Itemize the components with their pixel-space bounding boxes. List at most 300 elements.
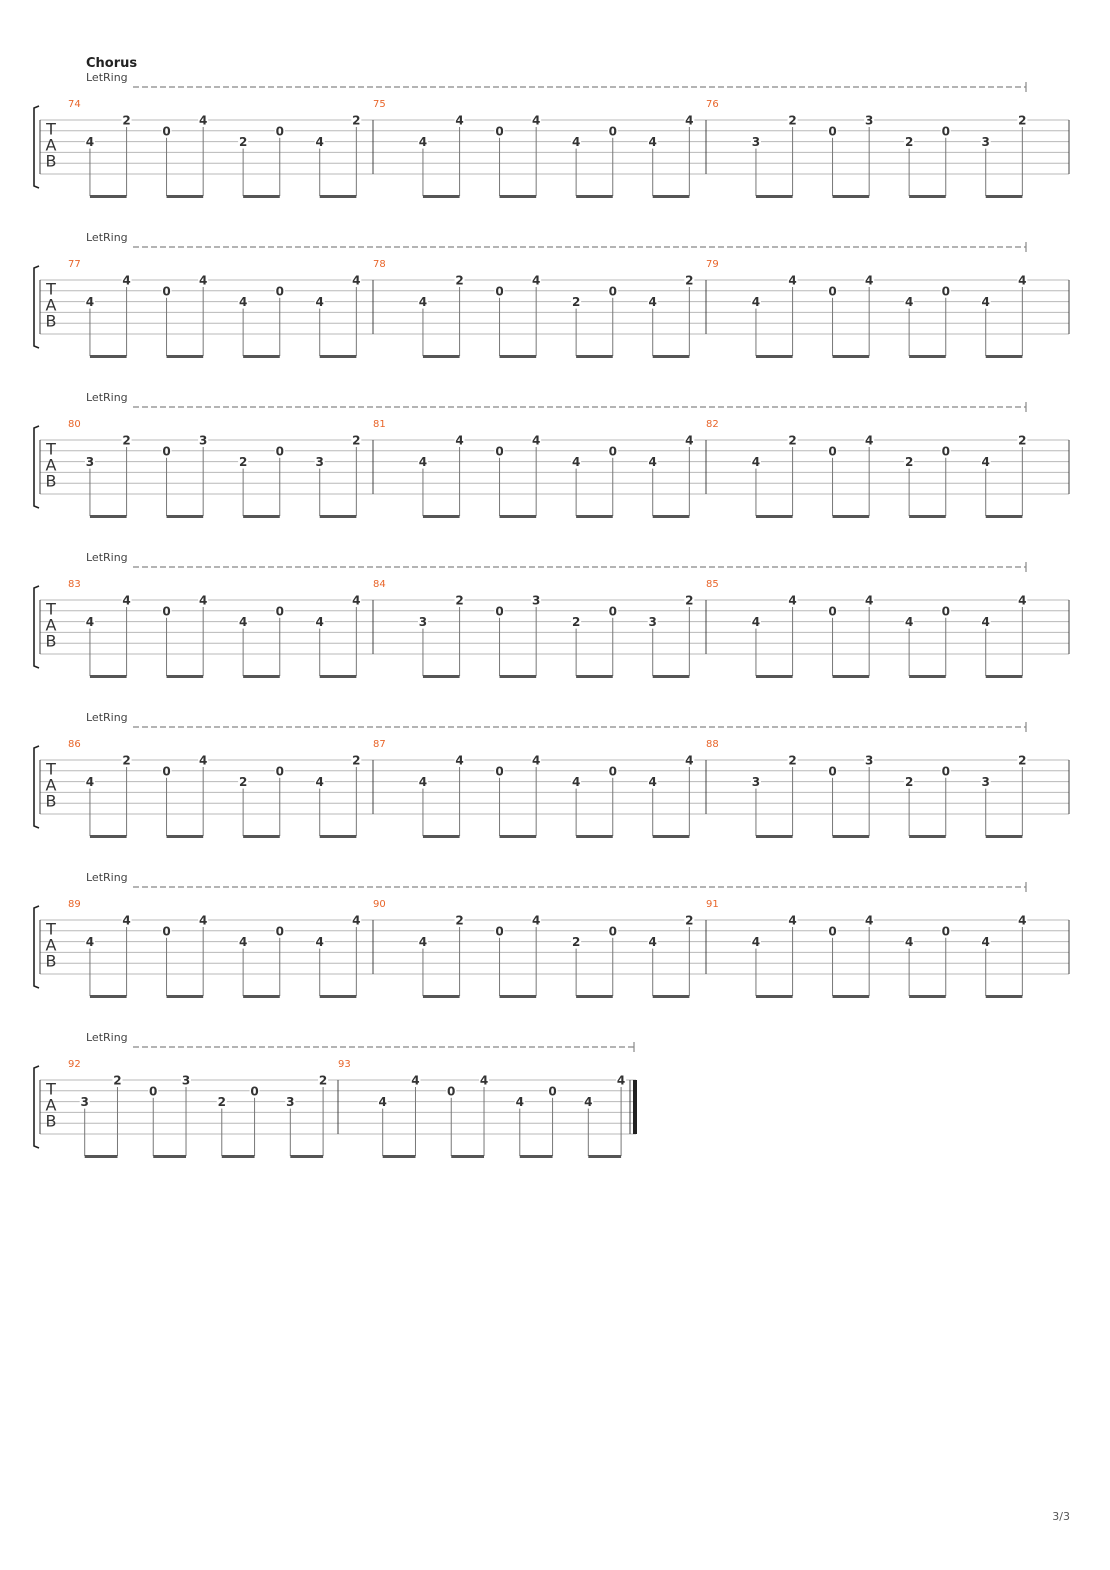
fret-number: 2 — [685, 913, 694, 928]
fret-number: 3 — [531, 593, 541, 608]
beam — [243, 675, 280, 678]
beam — [153, 1155, 186, 1158]
fret-number: 2 — [904, 775, 914, 790]
fret-number: 4 — [85, 615, 95, 630]
fret-number: 0 — [162, 604, 171, 619]
tab-system — [34, 1031, 637, 1158]
beam — [909, 675, 946, 678]
fret-number: 0 — [608, 124, 617, 139]
fret-number: 4 — [418, 135, 428, 150]
fret-number: 3 — [286, 1095, 295, 1110]
beam — [243, 835, 280, 838]
bar-number: 91 — [706, 899, 719, 910]
fret-number: 2 — [571, 295, 581, 310]
let-ring-label: LetRing — [86, 71, 128, 84]
fret-number: 2 — [904, 135, 914, 150]
fret-number: 3 — [85, 455, 95, 470]
beam — [756, 675, 793, 678]
fret-number: 4 — [411, 1073, 420, 1088]
tab-system — [34, 56, 1069, 198]
fret-number: 4 — [85, 935, 95, 950]
beam — [320, 515, 357, 518]
fret-number: 0 — [495, 604, 504, 619]
beam — [243, 195, 280, 198]
fret-number: 0 — [275, 764, 284, 779]
beam — [909, 835, 946, 838]
fret-number: 3 — [80, 1095, 89, 1110]
beam — [500, 195, 537, 198]
system-bracket — [34, 746, 39, 828]
fret-number: 4 — [315, 775, 324, 790]
beam — [909, 355, 946, 358]
beam — [500, 355, 537, 358]
tab-clef-letter: A — [45, 935, 57, 955]
fret-number: 4 — [584, 1095, 593, 1110]
bar-number: 77 — [68, 259, 81, 270]
fret-number: 0 — [548, 1084, 557, 1099]
fret-number: 4 — [238, 935, 248, 950]
beam — [576, 195, 613, 198]
bar-number: 81 — [373, 419, 386, 430]
system-bracket — [34, 1066, 39, 1148]
fret-number: 2 — [1018, 113, 1027, 128]
fret-number: 0 — [495, 124, 504, 139]
fret-number: 4 — [352, 593, 361, 608]
beam — [500, 675, 537, 678]
fret-number: 2 — [455, 913, 464, 928]
beam — [500, 515, 537, 518]
fret-number: 0 — [941, 284, 950, 299]
fret-number: 4 — [648, 455, 657, 470]
fret-number: 4 — [904, 935, 914, 950]
fret-number: 2 — [352, 113, 361, 128]
fret-number: 4 — [418, 295, 428, 310]
bar-number: 84 — [373, 579, 386, 590]
fret-number: 2 — [788, 753, 797, 768]
tab-clef-letter: B — [45, 311, 57, 331]
fret-number: 3 — [751, 135, 761, 150]
fret-number: 4 — [1018, 593, 1027, 608]
fret-number: 0 — [495, 924, 504, 939]
fret-number: 2 — [238, 135, 248, 150]
fret-number: 4 — [455, 113, 464, 128]
fret-number: 0 — [149, 1084, 158, 1099]
fret-number: 4 — [648, 935, 657, 950]
final-barline — [633, 1080, 637, 1134]
tab-clef-letter: T — [46, 599, 56, 619]
fret-number: 3 — [751, 775, 761, 790]
fret-number: 2 — [217, 1095, 226, 1110]
fret-number: 0 — [495, 444, 504, 459]
beam — [85, 1155, 118, 1158]
fret-number: 4 — [122, 273, 131, 288]
tab-clef-letter: B — [45, 471, 57, 491]
fret-number: 4 — [788, 913, 797, 928]
bar-number: 88 — [706, 739, 719, 750]
fret-number: 0 — [828, 444, 837, 459]
fret-number: 0 — [275, 444, 284, 459]
beam — [222, 1155, 255, 1158]
system-bracket — [34, 266, 39, 348]
beam — [653, 995, 690, 998]
fret-number: 3 — [181, 1073, 191, 1088]
fret-number: 4 — [788, 593, 797, 608]
bar-number: 79 — [706, 259, 719, 270]
tab-clef-letter: B — [45, 791, 57, 811]
fret-number: 3 — [418, 615, 428, 630]
fret-number: 4 — [315, 615, 324, 630]
tab-clef-letter: A — [45, 615, 57, 635]
beam — [423, 355, 460, 358]
fret-number: 0 — [941, 444, 950, 459]
beam — [167, 995, 204, 998]
fret-number: 4 — [378, 1095, 387, 1110]
fret-number: 3 — [981, 775, 990, 790]
fret-number: 4 — [198, 113, 208, 128]
bar-number: 74 — [68, 99, 81, 110]
let-ring-label: LetRing — [86, 1031, 128, 1044]
fret-number: 3 — [315, 455, 324, 470]
beam — [167, 195, 204, 198]
beam — [500, 995, 537, 998]
beam — [756, 355, 793, 358]
tab-clef-letter: A — [45, 775, 57, 795]
beam — [520, 1155, 553, 1158]
fret-number: 4 — [981, 455, 990, 470]
tab-system — [34, 231, 1069, 358]
fret-number: 4 — [1018, 273, 1027, 288]
beam — [909, 995, 946, 998]
beam — [833, 515, 870, 518]
fret-number: 2 — [113, 1073, 122, 1088]
fret-number: 4 — [122, 593, 131, 608]
fret-number: 4 — [418, 775, 428, 790]
fret-number: 4 — [531, 433, 541, 448]
fret-number: 3 — [198, 433, 208, 448]
beam — [90, 355, 127, 358]
fret-number: 4 — [315, 935, 324, 950]
fret-number: 0 — [162, 764, 171, 779]
fret-number: 3 — [981, 135, 990, 150]
fret-number: 4 — [685, 753, 694, 768]
fret-number: 2 — [788, 433, 797, 448]
tab-clef-letter: B — [45, 951, 57, 971]
fret-number: 4 — [515, 1095, 524, 1110]
tab-clef-letter: T — [46, 919, 56, 939]
beam — [833, 675, 870, 678]
fret-number: 0 — [941, 764, 950, 779]
bar-number: 80 — [68, 419, 81, 430]
section-label: Chorus — [86, 56, 138, 71]
fret-number: 0 — [608, 604, 617, 619]
fret-number: 2 — [455, 593, 464, 608]
beam — [243, 995, 280, 998]
tab-system — [34, 391, 1069, 518]
tab-clef-letter: A — [45, 455, 57, 475]
fret-number: 4 — [571, 135, 581, 150]
fret-number: 2 — [571, 935, 581, 950]
fret-number: 0 — [275, 124, 284, 139]
fret-number: 4 — [455, 753, 464, 768]
fret-number: 0 — [828, 284, 837, 299]
fret-number: 4 — [751, 295, 761, 310]
fret-number: 0 — [608, 284, 617, 299]
fret-number: 2 — [238, 455, 248, 470]
system-bracket — [34, 106, 39, 188]
let-ring-label: LetRing — [86, 551, 128, 564]
bar-number: 90 — [373, 899, 386, 910]
beam — [500, 835, 537, 838]
fret-number: 4 — [571, 775, 581, 790]
fret-number: 4 — [479, 1073, 489, 1088]
beam — [243, 515, 280, 518]
fret-number: 4 — [788, 273, 797, 288]
fret-number: 4 — [981, 295, 990, 310]
fret-number: 0 — [275, 284, 284, 299]
fret-number: 4 — [238, 295, 248, 310]
beam — [576, 835, 613, 838]
beam — [986, 355, 1023, 358]
fret-number: 2 — [352, 433, 361, 448]
bar-number: 86 — [68, 739, 81, 750]
beam — [986, 675, 1023, 678]
fret-number: 4 — [122, 913, 131, 928]
fret-number: 4 — [904, 295, 914, 310]
fret-number: 2 — [685, 273, 694, 288]
fret-number: 2 — [1018, 753, 1027, 768]
fret-number: 0 — [275, 924, 284, 939]
beam — [320, 355, 357, 358]
beam — [986, 515, 1023, 518]
beam — [167, 355, 204, 358]
fret-number: 2 — [571, 615, 581, 630]
tab-clef-letter: T — [46, 1079, 56, 1099]
fret-number: 4 — [981, 615, 990, 630]
fret-number: 0 — [495, 764, 504, 779]
bar-number: 87 — [373, 739, 386, 750]
beam — [167, 515, 204, 518]
tab-system — [34, 871, 1069, 998]
fret-number: 2 — [685, 593, 694, 608]
tab-clef-letter: B — [45, 631, 57, 651]
bar-number: 93 — [338, 1059, 351, 1070]
beam — [320, 195, 357, 198]
fret-number: 4 — [198, 913, 208, 928]
beam — [756, 195, 793, 198]
fret-number: 4 — [751, 455, 761, 470]
fret-number: 3 — [864, 113, 874, 128]
fret-number: 4 — [616, 1073, 626, 1088]
beam — [909, 195, 946, 198]
beam — [653, 835, 690, 838]
let-ring-label: LetRing — [86, 871, 128, 884]
fret-number: 4 — [352, 273, 361, 288]
beam — [833, 355, 870, 358]
fret-number: 4 — [531, 913, 541, 928]
fret-number: 4 — [85, 775, 95, 790]
beam — [423, 675, 460, 678]
fret-number: 4 — [531, 113, 541, 128]
fret-number: 4 — [648, 295, 657, 310]
fret-number: 4 — [1018, 913, 1027, 928]
beam — [290, 1155, 323, 1158]
fret-number: 2 — [1018, 433, 1027, 448]
fret-number: 0 — [608, 444, 617, 459]
fret-number: 2 — [788, 113, 797, 128]
fret-number: 0 — [162, 284, 171, 299]
fret-number: 4 — [418, 455, 428, 470]
bar-number: 89 — [68, 899, 81, 910]
fret-number: 2 — [122, 433, 131, 448]
fret-number: 2 — [455, 273, 464, 288]
beam — [756, 995, 793, 998]
tab-clef-letter: T — [46, 759, 56, 779]
fret-number: 4 — [352, 913, 361, 928]
beam — [653, 195, 690, 198]
beam — [320, 995, 357, 998]
fret-number: 2 — [238, 775, 248, 790]
fret-number: 4 — [531, 273, 541, 288]
fret-number: 4 — [981, 935, 990, 950]
beam — [576, 515, 613, 518]
fret-number: 0 — [275, 604, 284, 619]
beam — [90, 835, 127, 838]
beam — [320, 675, 357, 678]
system-bracket — [34, 586, 39, 668]
beam — [588, 1155, 621, 1158]
beam — [90, 195, 127, 198]
beam — [986, 835, 1023, 838]
fret-number: 4 — [85, 135, 95, 150]
bar-number: 82 — [706, 419, 719, 430]
fret-number: 0 — [828, 604, 837, 619]
fret-number: 0 — [941, 924, 950, 939]
fret-number: 0 — [941, 604, 950, 619]
beam — [90, 515, 127, 518]
beam — [90, 995, 127, 998]
let-ring-label: LetRing — [86, 231, 128, 244]
fret-number: 0 — [828, 124, 837, 139]
fret-number: 4 — [455, 433, 464, 448]
fret-number: 4 — [751, 615, 761, 630]
tab-clef-letter: T — [46, 439, 56, 459]
let-ring-label: LetRing — [86, 391, 128, 404]
tab-clef-letter: B — [45, 1111, 57, 1131]
bar-number: 92 — [68, 1059, 81, 1070]
beam — [451, 1155, 484, 1158]
bar-number: 76 — [706, 99, 719, 110]
fret-number: 0 — [162, 124, 171, 139]
bar-number: 85 — [706, 579, 719, 590]
beam — [423, 195, 460, 198]
fret-number: 2 — [904, 455, 914, 470]
tab-clef-letter: A — [45, 295, 57, 315]
fret-number: 4 — [198, 273, 208, 288]
fret-number: 2 — [122, 753, 131, 768]
tab-system — [34, 551, 1069, 678]
fret-number: 0 — [608, 924, 617, 939]
beam — [423, 995, 460, 998]
fret-number: 0 — [495, 284, 504, 299]
fret-number: 4 — [864, 433, 874, 448]
fret-number: 0 — [447, 1084, 456, 1099]
fret-number: 2 — [122, 113, 131, 128]
fret-number: 4 — [904, 615, 914, 630]
bar-number: 83 — [68, 579, 81, 590]
tab-clef-letter: A — [45, 135, 57, 155]
fret-number: 3 — [864, 753, 874, 768]
tab-clef-letter: T — [46, 279, 56, 299]
fret-number: 4 — [864, 273, 874, 288]
fret-number: 0 — [162, 924, 171, 939]
fret-number: 4 — [85, 295, 95, 310]
beam — [423, 515, 460, 518]
beam — [576, 675, 613, 678]
beam — [90, 675, 127, 678]
beam — [576, 355, 613, 358]
fret-number: 4 — [864, 913, 874, 928]
beam — [167, 675, 204, 678]
fret-number: 0 — [941, 124, 950, 139]
let-ring-label: LetRing — [86, 711, 128, 724]
beam — [833, 195, 870, 198]
beam — [653, 355, 690, 358]
fret-number: 4 — [315, 295, 324, 310]
bar-number: 78 — [373, 259, 386, 270]
beam — [986, 195, 1023, 198]
tab-clef-letter: T — [46, 119, 56, 139]
beam — [986, 995, 1023, 998]
tab-system — [34, 711, 1069, 838]
tab-clef-letter: A — [45, 1095, 57, 1115]
fret-number: 4 — [864, 593, 874, 608]
system-bracket — [34, 426, 39, 508]
fret-number: 0 — [250, 1084, 259, 1099]
fret-number: 4 — [238, 615, 248, 630]
beam — [756, 835, 793, 838]
beam — [576, 995, 613, 998]
page-number: 3/3 — [1052, 1510, 1070, 1523]
fret-number: 2 — [352, 753, 361, 768]
fret-number: 4 — [648, 775, 657, 790]
fret-number: 3 — [648, 615, 657, 630]
fret-number: 0 — [608, 764, 617, 779]
fret-number: 0 — [162, 444, 171, 459]
fret-number: 4 — [648, 135, 657, 150]
beam — [909, 515, 946, 518]
fret-number: 4 — [198, 593, 208, 608]
fret-number: 0 — [828, 924, 837, 939]
fret-number: 4 — [418, 935, 428, 950]
fret-number: 4 — [751, 935, 761, 950]
fret-number: 2 — [318, 1073, 328, 1088]
beam — [833, 995, 870, 998]
fret-number: 4 — [531, 753, 541, 768]
fret-number: 4 — [198, 753, 208, 768]
fret-number: 4 — [685, 113, 694, 128]
beam — [653, 675, 690, 678]
bar-number: 75 — [373, 99, 386, 110]
beam — [383, 1155, 416, 1158]
system-bracket — [34, 906, 39, 988]
beam — [833, 835, 870, 838]
fret-number: 4 — [315, 135, 324, 150]
beam — [756, 515, 793, 518]
fret-number: 4 — [685, 433, 694, 448]
beam — [243, 355, 280, 358]
beam — [167, 835, 204, 838]
beam — [423, 835, 460, 838]
